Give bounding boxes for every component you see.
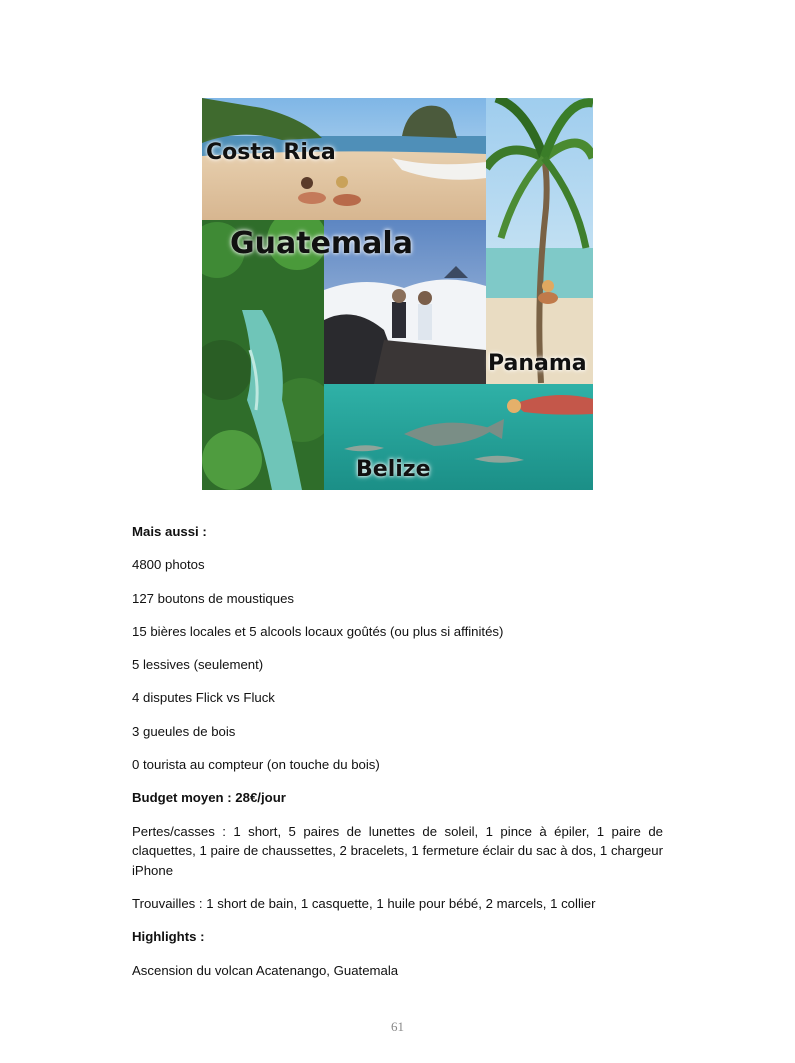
highlights-heading: Highlights : bbox=[132, 929, 205, 945]
list-item: 127 boutons de moustiques bbox=[132, 590, 295, 606]
panama-palm-beach-photo bbox=[486, 98, 593, 384]
caption-belize: Belize bbox=[356, 457, 431, 482]
list-item: 15 bières locales et 5 alcools locaux goûtés (ou plus si affinités) bbox=[132, 623, 504, 639]
page-number: 61 bbox=[391, 1019, 404, 1034]
pertes-paragraph: Pertes/casses : 1 short, 5 paires de lunettes de soleil, 1 pince à épiler, 1 paire de claquettes, 1 paire de chaussettes, 2 bracelets, 1 fermeture éclair du sac à dos, 1 chargeur iPhone bbox=[132, 823, 663, 878]
budget-line: Budget moyen : 28€/jour bbox=[132, 790, 286, 806]
trouvailles-paragraph: Trouvailles : 1 short de bain, 1 casquette, 1 huile pour bébé, 2 marcels, 1 collier bbox=[132, 896, 596, 911]
highlight-item: Ascension du volcan Acatenango, Guatemala bbox=[132, 962, 399, 978]
list-item: 4800 photos bbox=[132, 557, 205, 573]
trip-summary-text bbox=[132, 522, 663, 994]
travel-photo-collage bbox=[202, 98, 593, 490]
caption-costa-rica: Costa Rica bbox=[206, 140, 336, 165]
list-item: 4 disputes Flick vs Fluck bbox=[132, 690, 275, 706]
list-item: 5 lessives (seulement) bbox=[132, 657, 264, 673]
list-item: 0 tourista au compteur (on touche du bois) bbox=[132, 756, 380, 772]
caption-panama: Panama bbox=[488, 351, 587, 376]
caption-guatemala: Guatemala bbox=[230, 226, 413, 261]
mais-aussi-heading: Mais aussi : bbox=[132, 524, 207, 539]
list-item: 3 gueules de bois bbox=[132, 723, 236, 739]
